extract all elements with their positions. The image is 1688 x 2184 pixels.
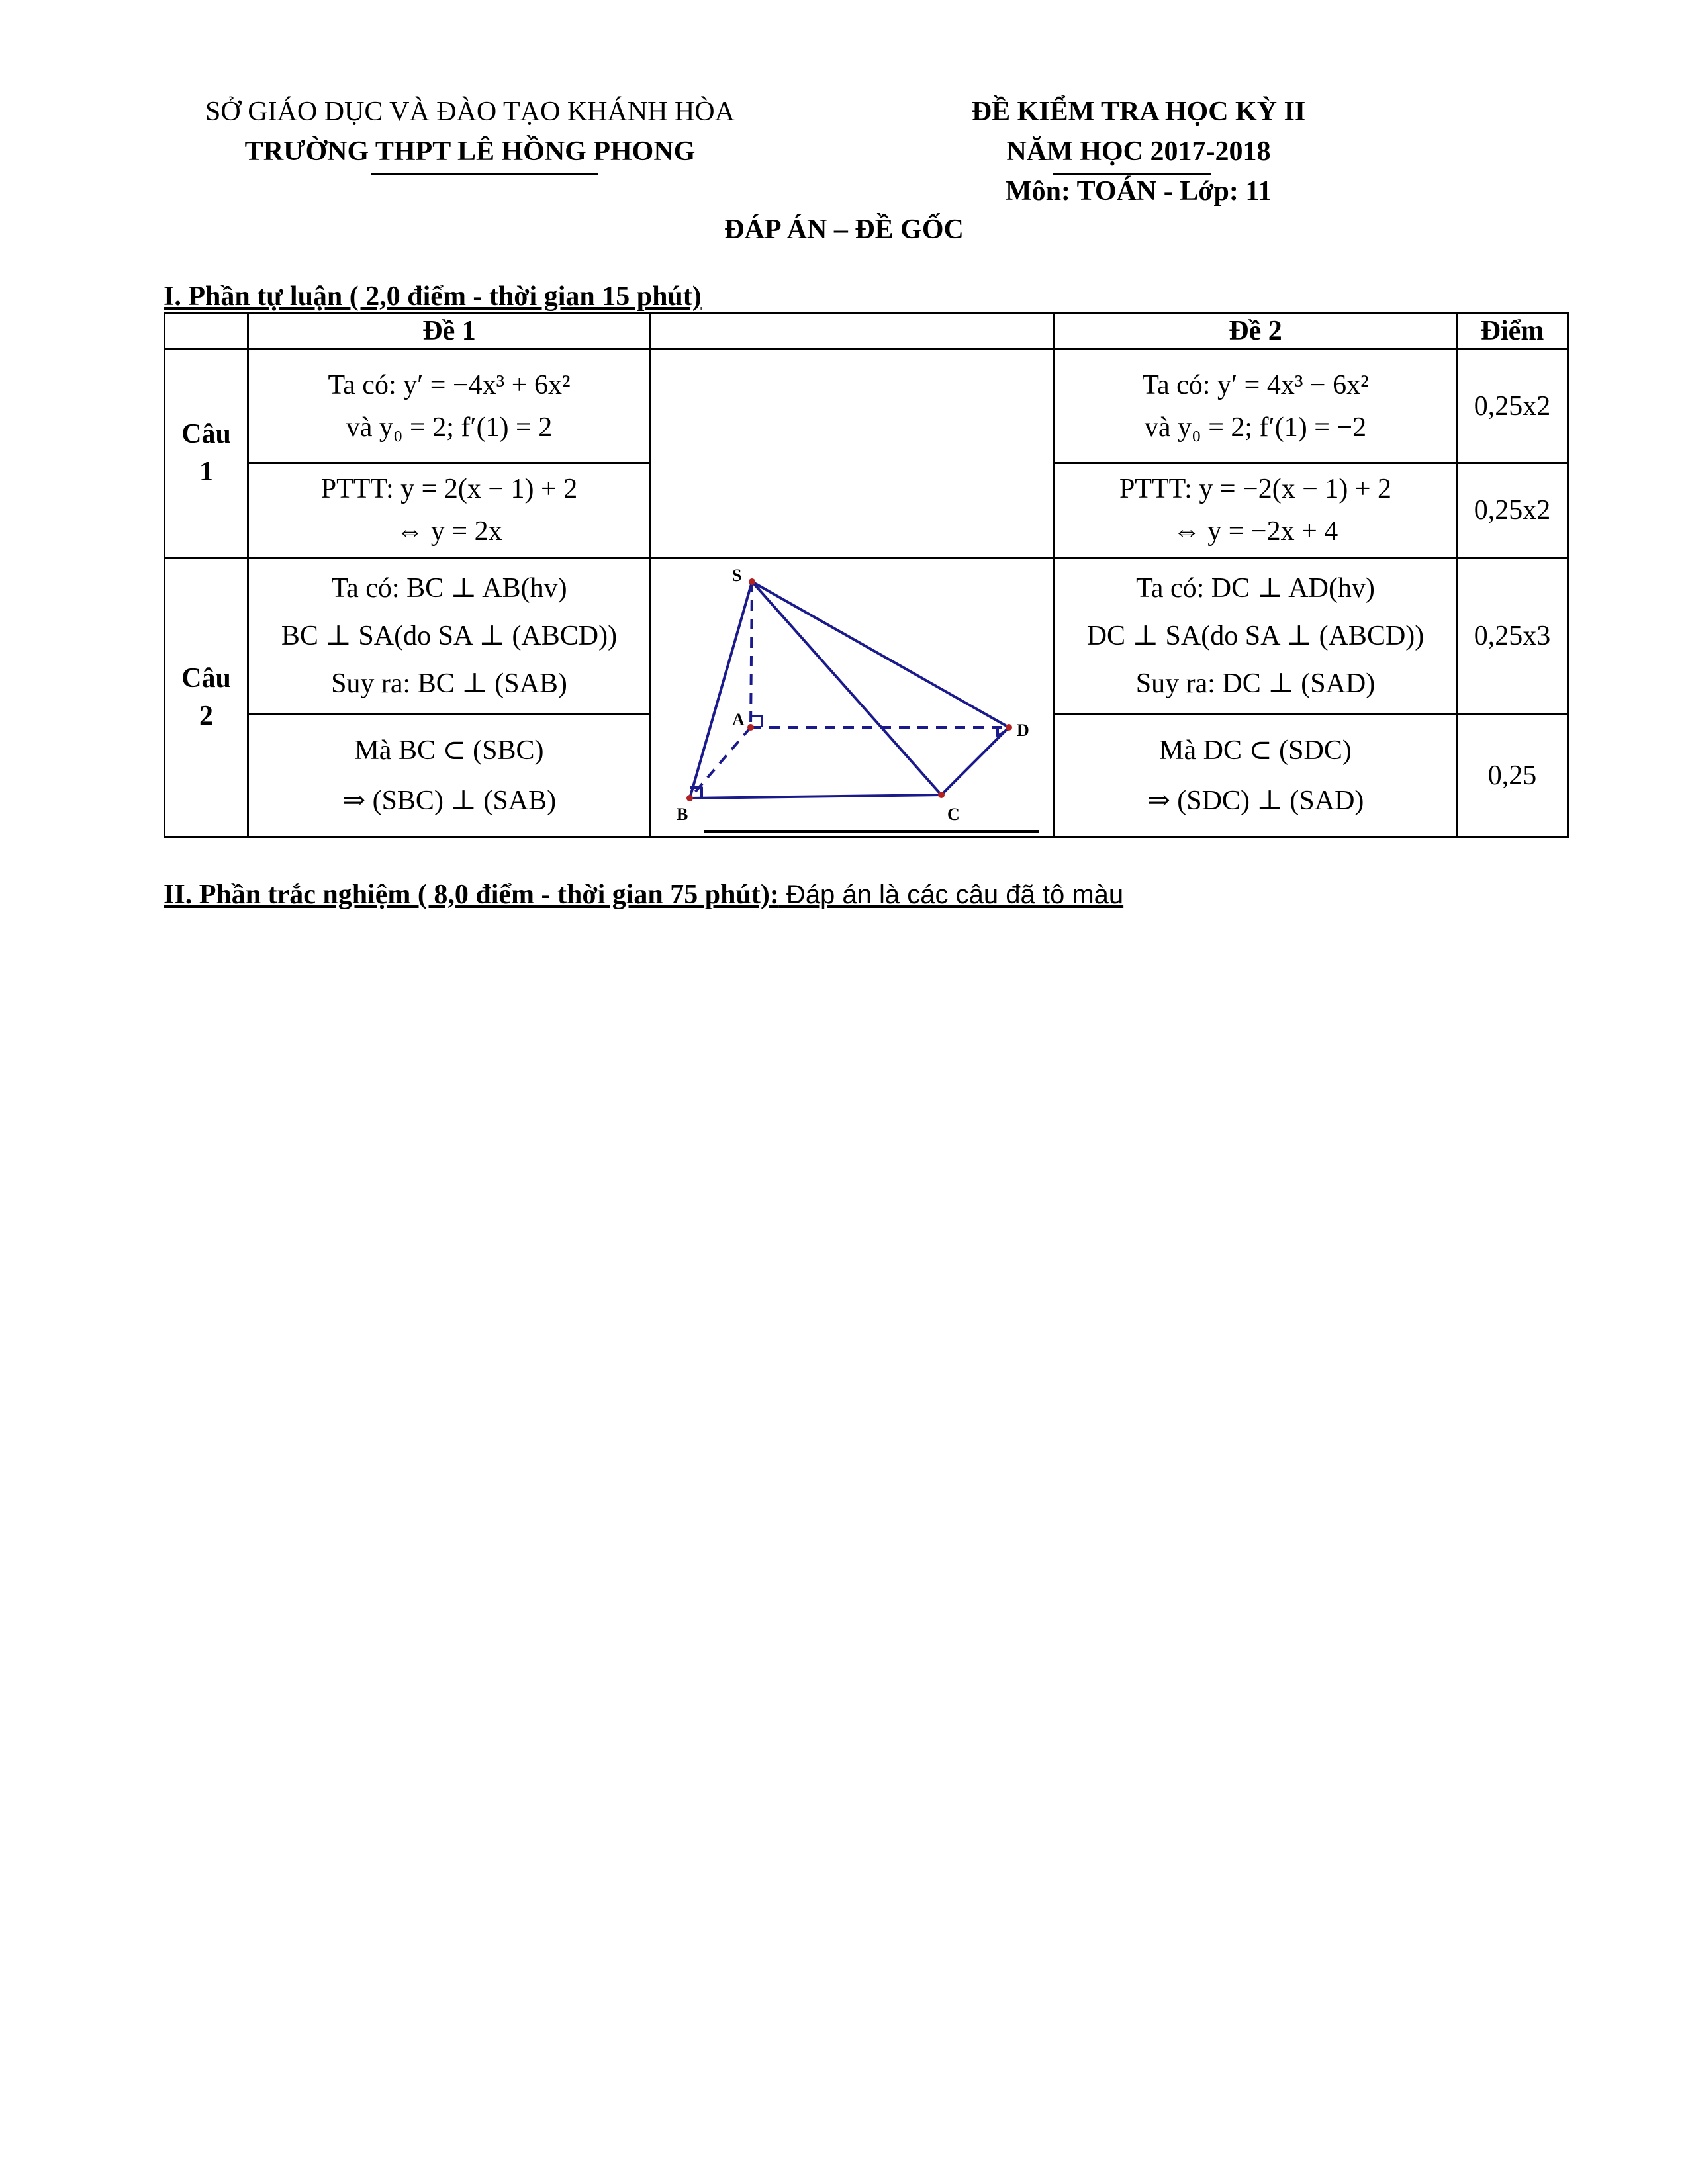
school-name: TRƯỜNG THPT LÊ HỒNG PHONG xyxy=(244,136,696,167)
pyramid-figure-cell xyxy=(651,558,1055,837)
cau2-r2-de2-line1: Mà DC ⊂ (SDC) xyxy=(1159,735,1352,766)
cau1-r1-de1-line1: Ta có: y′ = −4x³ + 6x² xyxy=(328,369,571,400)
label-d: D xyxy=(1017,721,1029,740)
cau1-r2-de1-line2: ⇔ y = 2x xyxy=(396,516,502,547)
label-a: A xyxy=(732,710,745,729)
vertex-b xyxy=(686,795,693,801)
vertex-a xyxy=(747,724,754,731)
edge-sa xyxy=(751,582,752,727)
school-year: NĂM HỌC 2017-2018 xyxy=(1006,136,1271,167)
answer-table xyxy=(164,312,1569,838)
cau1-r1-de1 xyxy=(248,349,651,463)
cau1-r1-de1-line2: và y₀ = 2; f′(1) = 2 xyxy=(346,412,553,443)
cau1-r1-de2-line2: và y₀ = 2; f′(1) = −2 xyxy=(1144,412,1367,443)
edge-sd xyxy=(752,582,1009,727)
header-de1: Đề 1 xyxy=(248,313,651,349)
cau2-r1-score: 0,25x3 xyxy=(1457,558,1568,714)
cau2-label-top: Câu xyxy=(181,662,231,694)
cau2-r1-de1 xyxy=(248,558,651,714)
year-underline xyxy=(1053,173,1211,175)
cau2-r2-de1-line1: Mà BC ⊂ (SBC) xyxy=(354,735,544,766)
cau2-label xyxy=(165,558,248,837)
cau2-r1-de2-line2: DC ⊥ SA(do SA ⊥ (ABCD)) xyxy=(1086,620,1425,651)
cau2-r2-de2-line2: ⇒ (SDC) ⊥ (SAD) xyxy=(1147,785,1364,816)
pyramid-figure xyxy=(651,559,1054,837)
cau1-r2-de2-line2: ⇔ y = −2x + 4 xyxy=(1172,516,1338,547)
cau1-r2-de1-line1: PTTT: y = 2(x − 1) + 2 xyxy=(320,474,578,504)
vertex-d xyxy=(1006,724,1012,731)
cau2-r2-de1-line2: ⇒ (SBC) ⊥ (SAB) xyxy=(342,785,557,816)
label-c: C xyxy=(947,805,960,824)
cau1-r1-score: 0,25x2 xyxy=(1457,349,1568,463)
cau1-r2-de2 xyxy=(1055,463,1457,558)
label-s: S xyxy=(732,566,742,585)
cau1-label-top: Câu xyxy=(181,419,231,450)
exam-title: ĐỀ KIỂM TRA HỌC KỲ II xyxy=(971,97,1306,127)
cau1-label xyxy=(165,349,248,558)
school-underline xyxy=(371,173,598,175)
cau2-r1-de2 xyxy=(1055,558,1457,714)
cau2-r1-de1-line3: Suy ra: BC ⊥ (SAB) xyxy=(331,668,567,699)
header-de2: Đề 2 xyxy=(1055,313,1457,349)
vertex-s xyxy=(749,578,755,585)
cau2-r1-de2-line3: Suy ra: DC ⊥ (SAD) xyxy=(1135,668,1376,699)
section-1-title: I. Phần tự luận ( 2,0 điểm - thời gian 15 phút) xyxy=(164,281,702,312)
table-header-row xyxy=(165,313,1568,349)
document-title: ĐÁP ÁN – ĐỀ GỐC xyxy=(724,214,964,245)
edge-sb xyxy=(690,582,752,798)
edge-cd xyxy=(941,727,1009,795)
cau1-label-number: 1 xyxy=(199,457,213,487)
table-row xyxy=(165,349,1568,463)
department-name: SỞ GIÁO DỤC VÀ ĐÀO TẠO KHÁNH HÒA xyxy=(205,97,735,127)
cau2-r2-de1 xyxy=(248,714,651,837)
cau2-label-number: 2 xyxy=(199,700,213,731)
cau1-figure-blank xyxy=(651,349,1055,558)
cau1-r2-score: 0,25x2 xyxy=(1457,463,1568,558)
table-row xyxy=(165,558,1568,714)
cau2-r2-score: 0,25 xyxy=(1457,714,1568,837)
cau2-r2-de2 xyxy=(1055,714,1457,837)
cau2-r1-de1-line1: Ta có: BC ⊥ AB(hv) xyxy=(331,572,567,604)
section-2-heading: II. Phần trắc nghiệm ( 8,0 điểm - thời gian 75 phút): xyxy=(164,880,779,910)
section-2-note: Đáp án là các câu đã tô màu xyxy=(778,880,1124,909)
header-diem: Điểm xyxy=(1457,313,1568,349)
header-figure xyxy=(651,313,1055,349)
vertex-c xyxy=(938,792,945,798)
subject-grade: Môn: TOÁN - Lớp: 11 xyxy=(1005,176,1272,206)
header-blank xyxy=(165,313,248,349)
cau2-r1-de2-line1: Ta có: DC ⊥ AD(hv) xyxy=(1136,572,1375,604)
cau1-r2-de1 xyxy=(248,463,651,558)
edge-bc xyxy=(690,795,941,798)
section-2-title xyxy=(164,879,1123,911)
cau2-r1-de1-line2: BC ⊥ SA(do SA ⊥ (ABCD)) xyxy=(281,620,618,651)
cau1-r1-de2-line1: Ta có: y′ = 4x³ − 6x² xyxy=(1142,369,1369,400)
edge-sc xyxy=(752,582,941,795)
cau1-r2-de2-line1: PTTT: y = −2(x − 1) + 2 xyxy=(1119,474,1392,504)
label-b: B xyxy=(677,805,688,824)
cau1-r1-de2 xyxy=(1055,349,1457,463)
